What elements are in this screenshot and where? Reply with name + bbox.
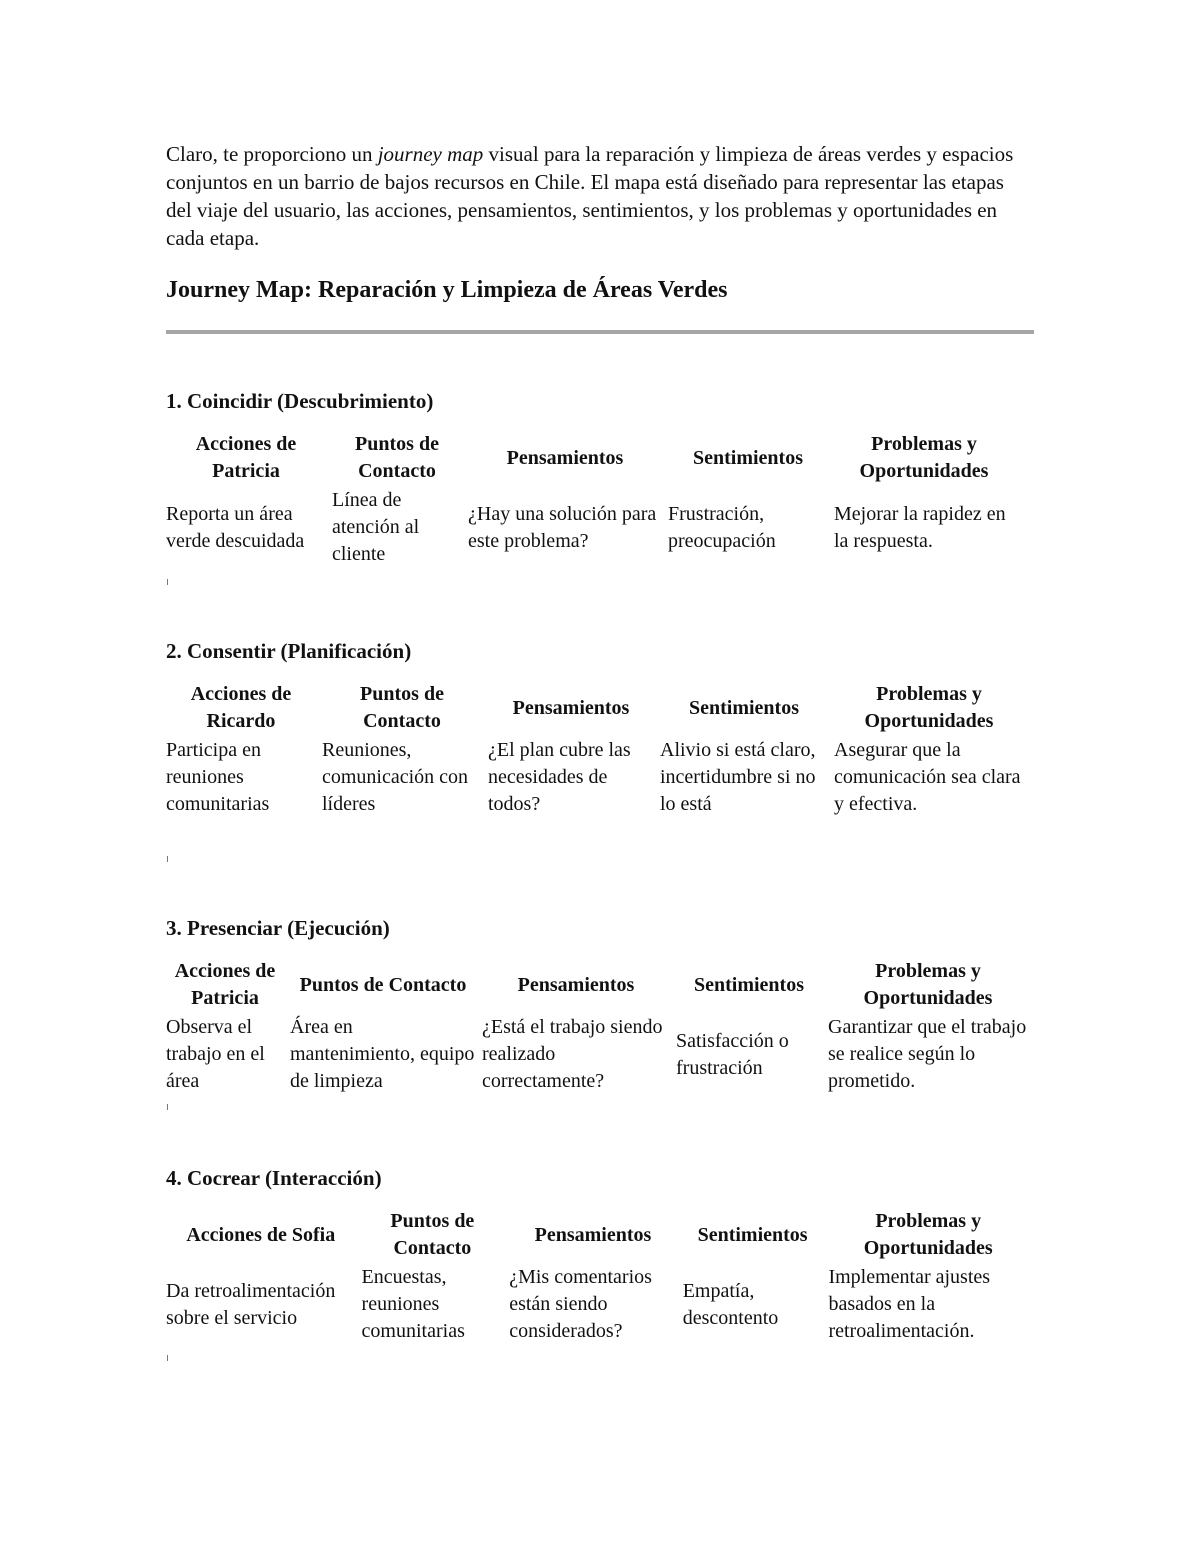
header-feelings: Sentimientos [697,1223,808,1246]
cell-opportunities: Garantizar que el trabajo se realice según lo prometido. [828,1016,1027,1092]
cell-thoughts: ¿Está el trabajo siendo realizado correctamente? [482,1016,663,1092]
cell-opportunities: Mejorar la rapidez en la respuesta. [834,502,1006,552]
cell-opportunities: Implementar ajustes basados en la retroalimentación. [828,1266,991,1342]
stage-title: 1. Coincidir (Descubrimiento) [166,389,434,413]
cell-thoughts: ¿Hay una solución para este problema? [468,502,657,552]
table-row [166,735,1030,818]
cell-actions: Observa el trabajo en el área [166,1016,265,1092]
intro-paragraph [166,140,1034,252]
stage-title: 4. Cocrear (Interacción) [166,1166,382,1190]
header-thoughts: Pensamientos [534,1223,652,1246]
header-actions: Acciones de Ricardo [190,683,292,732]
cell-touchpoints: Área en mantenimiento, equipo de limpieza [290,1016,475,1092]
cell-thoughts: ¿Mis comentarios están siendo considerados? [509,1266,652,1342]
journey-table [166,681,1030,818]
intro-text-start: Claro, te proporciono un [166,142,378,166]
table-end-mark [167,1355,168,1361]
header-opportunities: Problemas y Oportunidades [859,433,989,482]
header-feelings: Sentimientos [694,973,804,996]
stage-3 [166,914,1034,1095]
table-header-row [166,958,1034,1012]
cell-touchpoints: Línea de atención al cliente [332,489,420,565]
header-opportunities: Problemas y Oportunidades [864,683,994,732]
header-thoughts: Pensamientos [512,696,630,719]
table-header-row [166,431,1020,485]
journey-table [166,431,1020,568]
header-thoughts: Pensamientos [506,446,624,469]
header-thoughts: Pensamientos [517,973,635,996]
stage-1 [166,387,1034,568]
header-actions: Acciones de Sofia [186,1223,336,1246]
header-actions: Acciones de Patricia [174,960,276,1009]
intro-text-end: visual para la reparación y limpieza de áreas verdes y espacios conjuntos en un barrio de bajos recursos en Chile. El mapa está diseñado para representar las etapas del viaje del usuario, las acciones, pensamientos, sentimientos, y los problemas y oportunidades en cada etapa. [166,142,1014,250]
cell-touchpoints: Encuestas, reuniones comunitarias [361,1266,465,1342]
header-opportunities: Problemas y Oportunidades [863,960,993,1009]
cell-feelings: Frustración, preocupación [668,502,776,552]
table-end-mark [167,579,168,585]
table-end-mark [167,856,168,862]
header-touchpoints: Puntos de Contacto [360,683,444,732]
table-header-row [166,1208,1034,1262]
table-row [166,1012,1034,1095]
header-actions: Acciones de Patricia [195,433,297,482]
cell-actions: Participa en reuniones comunitarias [166,739,270,815]
cell-actions: Reporta un área verde descuidada [166,502,305,552]
cell-opportunities: Asegurar que la comunicación sea clara y efectiva. [834,739,1021,815]
table-header-row [166,681,1030,735]
stage-4 [166,1164,1034,1345]
header-opportunities: Problemas y Oportunidades [863,1210,993,1259]
horizontal-rule [166,330,1034,334]
cell-feelings: Empatía, descontento [682,1279,779,1329]
stage-2 [166,637,1034,818]
stage-title: 3. Presenciar (Ejecución) [166,916,390,940]
document-title: Journey Map: Reparación y Limpieza de Áreas Verdes [166,277,728,303]
header-touchpoints: Puntos de Contacto [299,973,467,996]
table-row [166,485,1020,568]
header-touchpoints: Puntos de Contacto [390,1210,475,1259]
table-end-mark [167,1104,168,1110]
cell-actions: Da retroalimentación sobre el servicio [166,1279,336,1329]
cell-thoughts: ¿El plan cubre las necesidades de todos? [488,739,631,815]
cell-feelings: Satisfacción o frustración [676,1029,789,1079]
stage-title: 2. Consentir (Planificación) [166,639,412,663]
journey-table [166,1208,1034,1345]
cell-feelings: Alivio si está claro, incertidumbre si no lo está [660,739,816,815]
header-feelings: Sentimientos [693,446,803,469]
document-page [166,140,1034,334]
table-row [166,1262,1034,1345]
header-touchpoints: Puntos de Contacto [355,433,439,482]
cell-touchpoints: Reuniones, comunicación con líderes [322,739,469,815]
intro-italic-term: journey map [377,142,484,166]
journey-table [166,958,1034,1095]
header-feelings: Sentimientos [689,696,799,719]
